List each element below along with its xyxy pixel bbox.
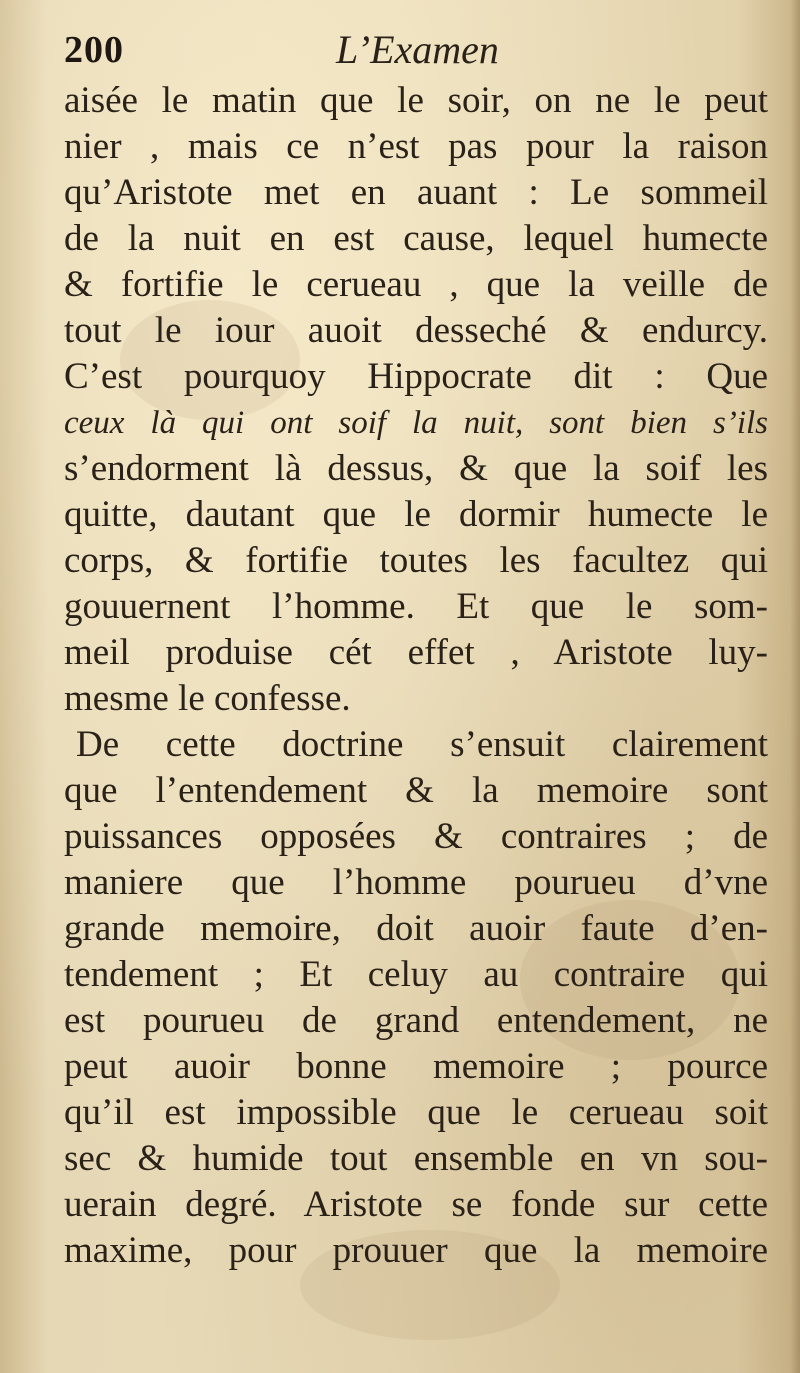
- text-line: sec & humide tout ensemble en vn sou-: [64, 1138, 768, 1179]
- text-line: mesme le confesse.: [64, 678, 351, 719]
- page-number: 200: [64, 29, 124, 71]
- text-line: & fortifie le cerueau , que la veille de: [64, 264, 768, 305]
- text-line: maniere que l’homme pourueu d’vne: [64, 862, 768, 903]
- text-line: aisée le matin que le soir, on ne le peut: [64, 80, 768, 121]
- text-line: s’endorment là dessus, & que la soif les: [64, 448, 768, 489]
- text-line-paragraph-start: De cette doctrine s’ensuit clairement: [76, 724, 768, 765]
- text-line-quote: ceux là qui ont soif la nuit, sont bien s’ils: [64, 405, 768, 441]
- text-line: corps, & fortifie toutes les facultez qui: [64, 540, 768, 581]
- text-line: meil produise cét effet , Aristote luy-: [64, 632, 768, 673]
- text-line: tendement ; Et celuy au contraire qui: [64, 954, 768, 995]
- text-line: grande memoire, doit auoir faute d’en-: [64, 908, 768, 949]
- text-line: nier , mais ce n’est pas pour la raison: [64, 126, 768, 167]
- text-line: est pourueu de grand entendement, ne: [64, 1000, 768, 1041]
- text-line: que l’entendement & la memoire sont: [64, 770, 768, 811]
- text-line: C’est pourquoy Hippocrate dit : Que: [64, 356, 768, 397]
- text-line: de la nuit en est cause, lequel humecte: [64, 218, 768, 259]
- text-line: peut auoir bonne memoire ; pource: [64, 1046, 768, 1087]
- text-line: tout le iour auoit desseché & endurcy.: [64, 310, 768, 351]
- text-line: gouuernent l’homme. Et que le som-: [64, 586, 768, 627]
- page-edge-shadow: [790, 0, 800, 1373]
- body-text: [64, 78, 768, 1274]
- text-line: uerain degré. Aristote se fonde sur cette: [64, 1184, 768, 1225]
- text-line: maxime, pour prouuer que la memoire: [64, 1230, 768, 1271]
- running-head: [64, 22, 764, 74]
- text-line: qu’il est impossible que le cerueau soit: [64, 1092, 768, 1133]
- text-line: puissances opposées & contraires ; de: [64, 816, 768, 857]
- text-line: quitte, dautant que le dormir humecte le: [64, 494, 768, 535]
- running-title: L’Examen: [336, 27, 499, 72]
- text-line: qu’Aristote met en auant : Le sommeil: [64, 172, 768, 213]
